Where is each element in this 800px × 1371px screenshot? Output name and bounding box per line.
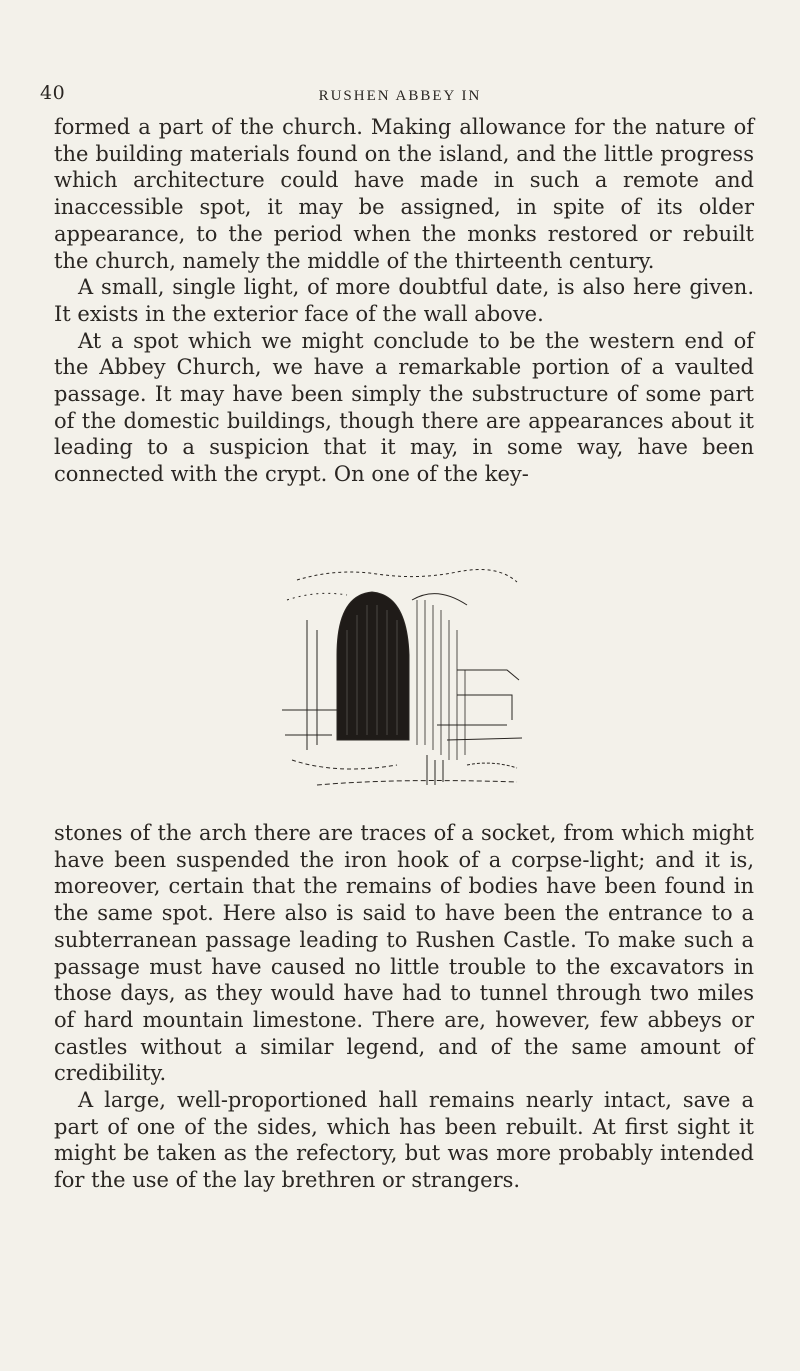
text-block-upper bbox=[54, 114, 754, 488]
engraving-drawing bbox=[277, 560, 537, 800]
paragraph-3: At a spot which we might conclude to be the western end of the Abbey Church, we have a remarkable portion of a vaulted passage. It may have been simply the substructure of some part of the domestic buildings, though there are appearances about it leading to a suspicion that it may, in some way, have been connected with the crypt. On one of the key- bbox=[54, 328, 754, 487]
text-block-lower bbox=[54, 820, 754, 1194]
paragraph-2: A small, single light, of more doubtful date, is also here given. It exists in the exterior face of the wall above. bbox=[54, 275, 754, 326]
paragraph-4: stones of the arch there are traces of a socket, from which might have been suspended the iron hook of a corpse-light; and it is, moreover, certain that the remains of bodies have been found in the same spot. Here also is said to have been the entrance to a subterranean passage leading to Rushen Castle. To make such a passage must have caused no little trouble to the excavators in those days, as they would have had to tunnel through two miles of hard mountain limestone. There are, however, few abbeys or castles without a similar legend, and of the same amount of credibility. bbox=[54, 821, 754, 1086]
running-head: RUSHEN ABBEY IN bbox=[318, 88, 482, 104]
vaulted-passage-illustration bbox=[277, 560, 537, 800]
paragraph-1: formed a part of the church. Making allowance for the nature of the building materials found on the island, and the little progress which architecture could have made in such a remote and inaccessible spot, it may be assigned, in spite of its older appearance, to the period when the monks restored or rebuilt the church, namely the middle of the thirteenth century. bbox=[54, 115, 754, 273]
paragraph-5: A large, well-proportioned hall remains nearly intact, save a part of one of the sides, which has been rebuilt. At first sight it might be taken as the refectory, but was more probably intended for the use of the lay brethren or strangers. bbox=[54, 1088, 754, 1193]
page-number: 40 bbox=[40, 82, 66, 104]
